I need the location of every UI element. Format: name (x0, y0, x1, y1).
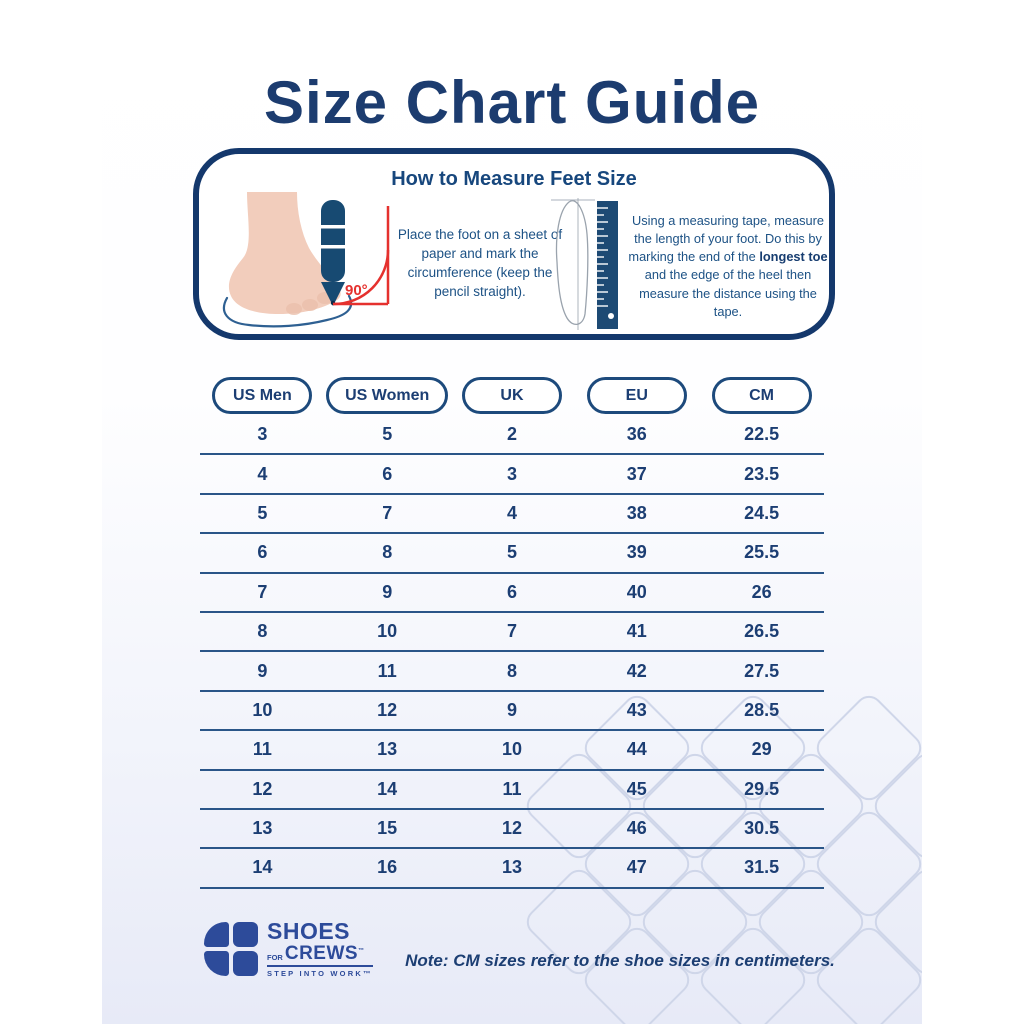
measure-box-heading: How to Measure Feet Size (391, 168, 637, 190)
size-cell: 4 (257, 463, 268, 484)
measure-step2-text (627, 212, 829, 321)
size-cell: 6 (506, 581, 517, 602)
measure-step1-text: Place the foot on a sheet of paper and mark the circumference (keep the pencil straight). (397, 227, 563, 299)
size-column-pill: UK (462, 377, 562, 414)
size-cell: 43 (626, 699, 647, 720)
ruler-icon (597, 201, 618, 329)
step2-pre: Using a measuring tape, measure the length of your foot. Do this by marking the end of the (628, 213, 825, 265)
cm-note: Note: CM sizes refer to the shoe sizes in centimeters. (405, 951, 835, 970)
size-cell: 7 (506, 621, 517, 642)
size-cell: 10 (377, 621, 398, 642)
size-cell: 41 (626, 621, 647, 642)
size-cell: 8 (257, 621, 268, 642)
size-column-pill: EU (587, 377, 687, 414)
size-cell: 9 (506, 699, 517, 720)
size-table-headers (200, 377, 824, 414)
size-cell: 6 (257, 542, 268, 563)
table-row (200, 849, 824, 888)
size-cell: 37 (626, 463, 647, 484)
size-cell: 13 (377, 739, 398, 760)
logo-tagline: STEP INTO WORK™ (267, 969, 373, 978)
step2-post: and the edge of the heel then measure the distance using the tape. (639, 267, 817, 319)
table-row (200, 692, 824, 731)
size-cell: 10 (501, 739, 522, 760)
size-cell: 9 (382, 581, 393, 602)
size-cell: 12 (501, 818, 522, 839)
size-cell: 40 (626, 581, 647, 602)
angle-label: 90° (345, 282, 368, 299)
logo-word-for: FOR (267, 952, 283, 962)
size-cell: 36 (626, 424, 647, 445)
size-cell: 10 (252, 699, 273, 720)
table-row (200, 574, 824, 613)
size-table-rows (200, 416, 824, 889)
size-cell: 31.5 (744, 857, 780, 878)
size-cell: 5 (382, 424, 393, 445)
size-cell: 29.5 (744, 778, 780, 799)
foot-ruler-illustration (547, 196, 625, 334)
size-cell: 27.5 (744, 660, 780, 681)
size-cell: 47 (626, 857, 647, 878)
size-column-pill: CM (712, 377, 812, 414)
size-cell: 28.5 (744, 699, 780, 720)
size-cell: 26 (751, 581, 772, 602)
size-cell: 13 (252, 818, 273, 839)
size-cell: 12 (252, 778, 273, 799)
size-cell: 12 (377, 699, 398, 720)
size-cell: 11 (377, 660, 397, 681)
size-cell: 46 (626, 818, 647, 839)
table-row (200, 613, 824, 652)
size-cell: 38 (626, 502, 647, 523)
table-row (200, 495, 824, 534)
size-cell: 15 (377, 818, 398, 839)
logo-mark-icon (204, 922, 258, 976)
size-column-pill: US Men (212, 377, 312, 414)
size-cell: 9 (257, 660, 268, 681)
size-cell: 2 (506, 424, 517, 445)
foot-outline (557, 201, 588, 325)
size-cell: 7 (382, 502, 393, 523)
size-cell: 4 (506, 502, 517, 523)
size-cell: 16 (377, 857, 398, 878)
size-cell: 7 (257, 581, 268, 602)
table-row (200, 771, 824, 810)
size-cell: 26.5 (744, 621, 780, 642)
size-cell: 14 (252, 857, 273, 878)
size-column-pill: US Women (326, 377, 448, 414)
logo-word-crews: CREWS (284, 943, 359, 964)
size-cell: 5 (506, 542, 517, 563)
size-cell: 3 (506, 463, 517, 484)
size-cell: 44 (626, 739, 647, 760)
table-row (200, 810, 824, 849)
size-cell: 39 (626, 542, 647, 563)
size-cell: 13 (501, 857, 522, 878)
size-cell: 11 (502, 778, 522, 799)
size-cell: 5 (257, 502, 268, 523)
size-cell: 30.5 (744, 818, 780, 839)
size-cell: 22.5 (744, 424, 780, 445)
size-cell: 6 (382, 463, 393, 484)
page-title: Size Chart Guide (263, 69, 761, 136)
table-row (200, 534, 824, 573)
table-row (200, 416, 824, 455)
table-row (200, 731, 824, 770)
size-cell: 8 (506, 660, 517, 681)
size-cell: 29 (751, 739, 772, 760)
size-cell: 45 (626, 778, 647, 799)
size-cell: 25.5 (744, 542, 780, 563)
size-cell: 14 (377, 778, 398, 799)
step2-bold: longest toe (759, 249, 828, 265)
size-cell: 3 (257, 424, 268, 445)
size-cell: 8 (382, 542, 393, 563)
size-cell: 23.5 (744, 463, 780, 484)
size-cell: 24.5 (744, 502, 780, 523)
table-row (200, 652, 824, 691)
size-cell: 11 (252, 739, 272, 760)
logo-trademark: ™ (358, 948, 365, 954)
size-cell: 42 (626, 660, 647, 681)
foot-pencil-illustration (215, 192, 405, 332)
logo-word-shoes: SHOES (267, 918, 351, 944)
table-row (200, 455, 824, 494)
how-to-measure-box (193, 148, 835, 340)
